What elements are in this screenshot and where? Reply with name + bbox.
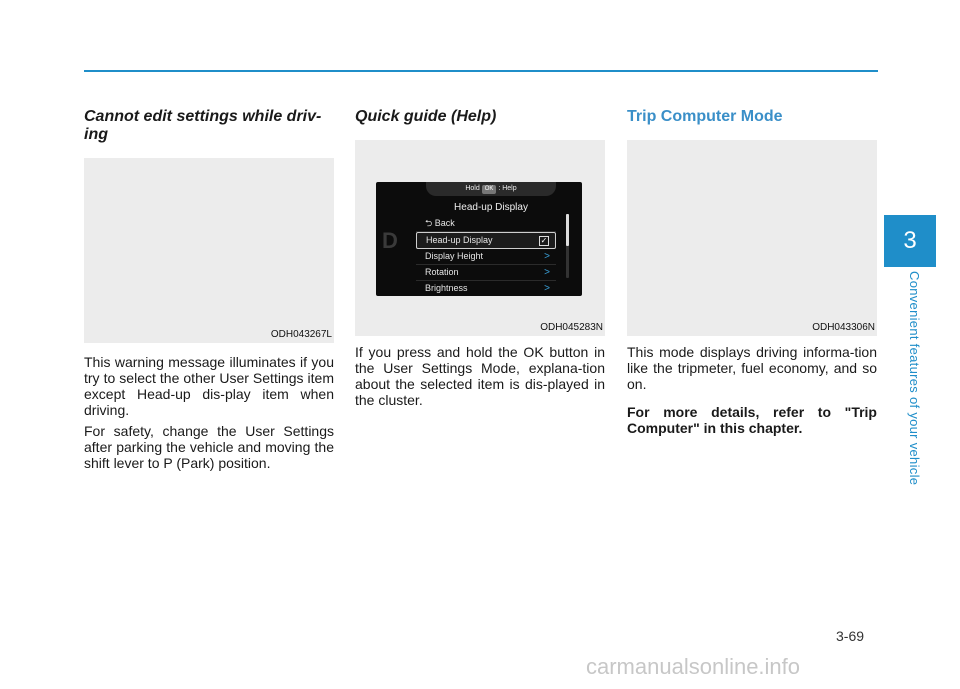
column-right	[627, 108, 877, 436]
back-arrow-icon: ⮌	[425, 218, 433, 228]
watermark: carmanualsonline.info	[586, 654, 801, 679]
chevron-right-icon: >	[544, 251, 550, 262]
right-paragraph: This mode displays driving informa-tion like the tripmeter, fuel economy, and so on.	[627, 344, 877, 392]
warning-figure	[84, 158, 334, 343]
column-left	[84, 108, 334, 471]
figure-code: ODH043267L	[270, 329, 332, 340]
cluster-screen	[376, 182, 582, 296]
checkbox-checked-icon: ✓	[540, 236, 548, 245]
menu-item-rotation	[416, 265, 556, 281]
chapter-number: 3	[884, 215, 936, 267]
menu-item-label: Display Height	[425, 251, 484, 261]
trip-computer-figure	[627, 140, 877, 336]
chapter-tab	[884, 215, 936, 495]
gear-indicator: D	[382, 228, 398, 253]
menu-item-display-height	[416, 249, 556, 265]
right-heading: Trip Computer Mode	[627, 108, 783, 125]
hint-suffix: : Help	[498, 185, 517, 192]
chevron-right-icon: >	[544, 267, 550, 278]
settings-menu	[416, 216, 556, 296]
menu-item-label: Back	[434, 218, 455, 228]
right-bold-paragraph: For more details, refer to "Trip Computer" in this chapter.	[627, 404, 877, 436]
menu-item-back	[416, 216, 556, 232]
scroll-thumb	[566, 214, 569, 246]
ok-key-badge: OK	[482, 185, 497, 194]
screen-title: Head-up Display	[454, 202, 528, 213]
left-heading: Cannot edit settings while driv-ing	[84, 108, 322, 143]
middle-paragraph: If you press and hold the OK button in the User Settings Mode, explana-tion about the selected item is dis-played in the cluster.	[355, 344, 605, 408]
column-middle	[355, 108, 605, 408]
top-rule	[84, 70, 878, 72]
menu-item-brightness	[416, 281, 556, 296]
hint-prefix: Hold	[465, 185, 480, 192]
help-figure	[355, 140, 605, 336]
left-paragraph-2: For safety, change the User Settings after parking the vehicle and moving the shift lever to P (Park) position.	[84, 423, 334, 471]
middle-heading: Quick guide (Help)	[355, 108, 497, 125]
menu-item-label: Rotation	[425, 267, 459, 277]
figure-code: ODH043306N	[812, 322, 875, 333]
chapter-title: Convenient features of your vehicle	[907, 271, 922, 486]
menu-item-head-up-display	[416, 232, 556, 249]
help-hint	[426, 182, 556, 196]
left-paragraph-1: This warning message illuminates if you try to select the other User Settings item except Head-up dis-play item when driving.	[84, 354, 334, 418]
chevron-right-icon: >	[544, 283, 550, 294]
menu-item-label: Head-up Display	[426, 235, 493, 245]
page-number: 3-69	[836, 628, 865, 644]
menu-item-label: Brightness	[425, 283, 468, 293]
figure-code: ODH045283N	[540, 322, 603, 333]
